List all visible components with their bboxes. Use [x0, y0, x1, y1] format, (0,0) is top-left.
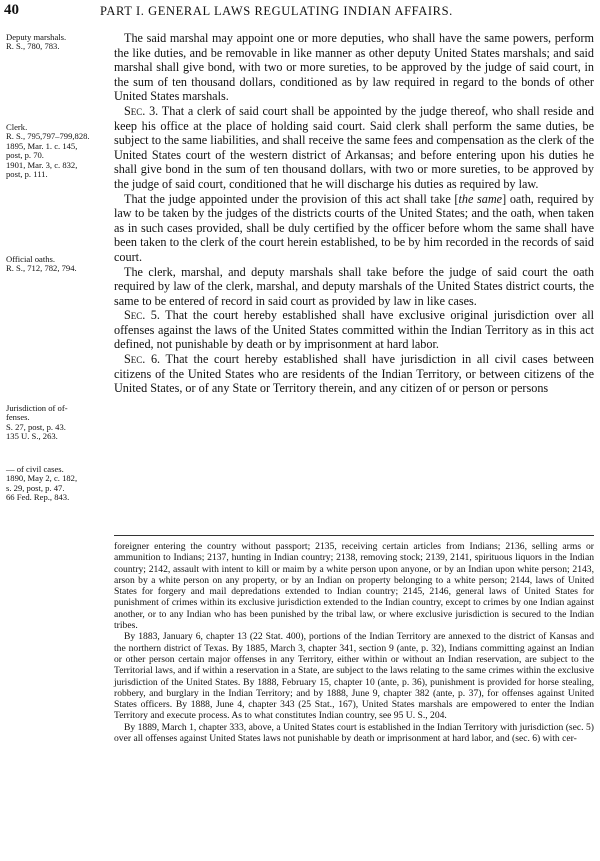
footnote-paragraph: By 1883, January 6, chapter 13 (22 Stat. 400), portions of the Indian Territory are annexed to the district of Kansas and the northern district of Texas. By 1885, March 3, chapter 341, section 9 (ante, p. 32), Indians committing against an Indian or other person certain major offenses in any Territory, either within or without an Indian reservation, are subject to the Territorial laws, and if within a reservation in a State, are subject to the laws relating to the same crimes within the exclusive jurisdiction of the United States. By 1888, February 15, chapter 10 (ante, p. 36), punishment is provided for horse stealing, robbery, and burglary in the Indian Territory; and by 1888, June 9, chapter 382 (ante, p. 37), for offenses against United States officers. By 1888, June 4, chapter 343 (25 Stat., 167), United States marshals are empowered to enter the Indian Territory and execute process. As to what constitutes Indian country, see 95 U. S., 204. — [114, 631, 594, 722]
margin-line: R. S., 712, 782, 794. — [6, 263, 77, 274]
paragraph-section-5 — [114, 308, 594, 352]
margin-line: — of civil cases. — [6, 464, 64, 474]
paragraph-section-3 — [114, 104, 594, 192]
footnotes — [114, 541, 594, 744]
paragraph-officers-oath: The clerk, marshal, and deputy marshals shall take before the judge of said court the oath required by law of the clerk, marshal, and deputy marshals of the United States district courts, the same to be entered of record in said court as provided by law in like cases. — [114, 264, 594, 308]
margin-line: post, p. 111. — [6, 169, 48, 180]
margin-line: Clerk. — [6, 122, 28, 132]
margin-line: 1901, Mar. 3, c. 832, — [6, 159, 78, 170]
paragraph-text: ] oath, required by law to be taken by the judges of the districts courts of the United States; and the oath, when taken as in such cases provided, shall be duly certified by the officer before whom the same shall have been taken to the clerk of the court herein established, to be by him recorded in the records of said court. — [114, 191, 594, 264]
margin-line: 1895, Mar. 1. c. 145, — [6, 140, 78, 151]
paragraph-text: That the judge appointed under the provision of this act shall take [ — [124, 191, 459, 206]
paragraph-text: That the court hereby established shall have exclusive original jurisdiction over all offenses against the laws of the United States committed within the Indian Territory as in this act defined, not punishable by death or by imprisonment at hard labor. — [114, 308, 594, 352]
page-header — [4, 2, 598, 22]
margin-line: post, p. 70. — [6, 150, 44, 161]
footnote-divider — [114, 535, 594, 536]
section-label: Sec. 3. — [124, 103, 159, 118]
margin-note-jurisdiction-offenses — [6, 404, 112, 442]
margin-line: s. 29, post, p. 47. — [6, 482, 65, 493]
main-text — [114, 31, 594, 396]
margin-line: Deputy marshals. — [6, 32, 67, 42]
margin-line: R. S., 795,797–799,828. — [6, 131, 90, 142]
paragraph-text: That a clerk of said court shall be appointed by the judge thereof, who shall reside and keep his office at the place of holding said court. Said clerk shall perform the same duties, be subject to the same liabilities, and shall receive the same fees and compensation as the clerk of the United States court of the western district of Arkansas; and before entering upon his duties he shall give bond in the sum of ten thousand dollars, with two or more sureties, to be approved by the judge of said court, conditioned that he will discharge his duties as required by law. — [114, 103, 594, 191]
margin-line: Jurisdiction of of- — [6, 403, 68, 413]
margin-note-official-oaths — [6, 255, 112, 274]
margin-line: 135 U. S., 263. — [6, 431, 58, 442]
margin-note-civil-cases — [6, 465, 112, 503]
page-number: 40 — [4, 2, 19, 18]
paragraph-oath — [114, 192, 594, 265]
margin-line: 66 Fed. Rep., 843. — [6, 492, 70, 503]
margin-line: S. 27, post, p. 43. — [6, 421, 66, 432]
paragraph-deputies: The said marshal may appoint one or more deputies, who shall have the same powers, perform the like duties, and be removable in like manner as other deputy United States marshals; and said marshal shall give bond, with two or more sureties, to be approved by the judge of said court, in the sum of ten thousand dollars, conditioned as by law required in regard to the bonds of other United States marshals. — [114, 31, 594, 104]
footnote-paragraph: foreigner entering the country without passport; 2135, receiving certain articles from Indians; 2136, selling arms or ammunition to Indians; 2137, hunting in Indian country; 2138, removing stock; 2139, 2141, spirituous liquors in the Indian country; 2142, assault with intent to kill or maim by a white person upon anyone, or by an Indian upon white person; 2143, arson by a white person on any property, or by an Indian on property belonging to a white person; 2144, laws of United States for forgery and mail depredations extended to Indian country; 2145, 2146, general laws of United States for punishment of crimes within its exclusive jurisdiction extended to the Indian country, except to crimes by one Indian against another, or to any Indian who has been punished by the tribal law, or where exclusive jurisdiction is secured to the Indian tribes. — [114, 541, 594, 632]
margin-note-clerk — [6, 123, 112, 179]
italic-text: the same — [458, 191, 503, 206]
footnote-paragraph: By 1889, March 1, chapter 333, above, a United States court is established in the Indian Territory with jurisdiction (sec. 5) over all offenses against United States laws not punishable by death or imprisonment at hard labor, and (sec. 6) with cer- — [114, 721, 594, 745]
margin-line: fenses. — [6, 412, 30, 423]
paragraph-text: That the court hereby established shall have jurisdiction in all civil cases between citizens of the United States who are residents of the Indian Territory, or between citizens of the United States, or of any State or Territory therein, and any citizen of or person or persons — [114, 352, 594, 396]
margin-line: R. S., 780, 783. — [6, 41, 60, 52]
margin-line: Official oaths. — [6, 254, 56, 264]
running-head: PART I. GENERAL LAWS REGULATING INDIAN AFFAIRS. — [100, 4, 453, 18]
section-label: Sec. 5. — [124, 308, 160, 323]
margin-note-deputy-marshals — [6, 33, 112, 52]
section-label: Sec. 6. — [124, 352, 161, 367]
margin-line: 1890, May 2, c. 182, — [6, 473, 78, 484]
paragraph-section-6 — [114, 352, 594, 396]
